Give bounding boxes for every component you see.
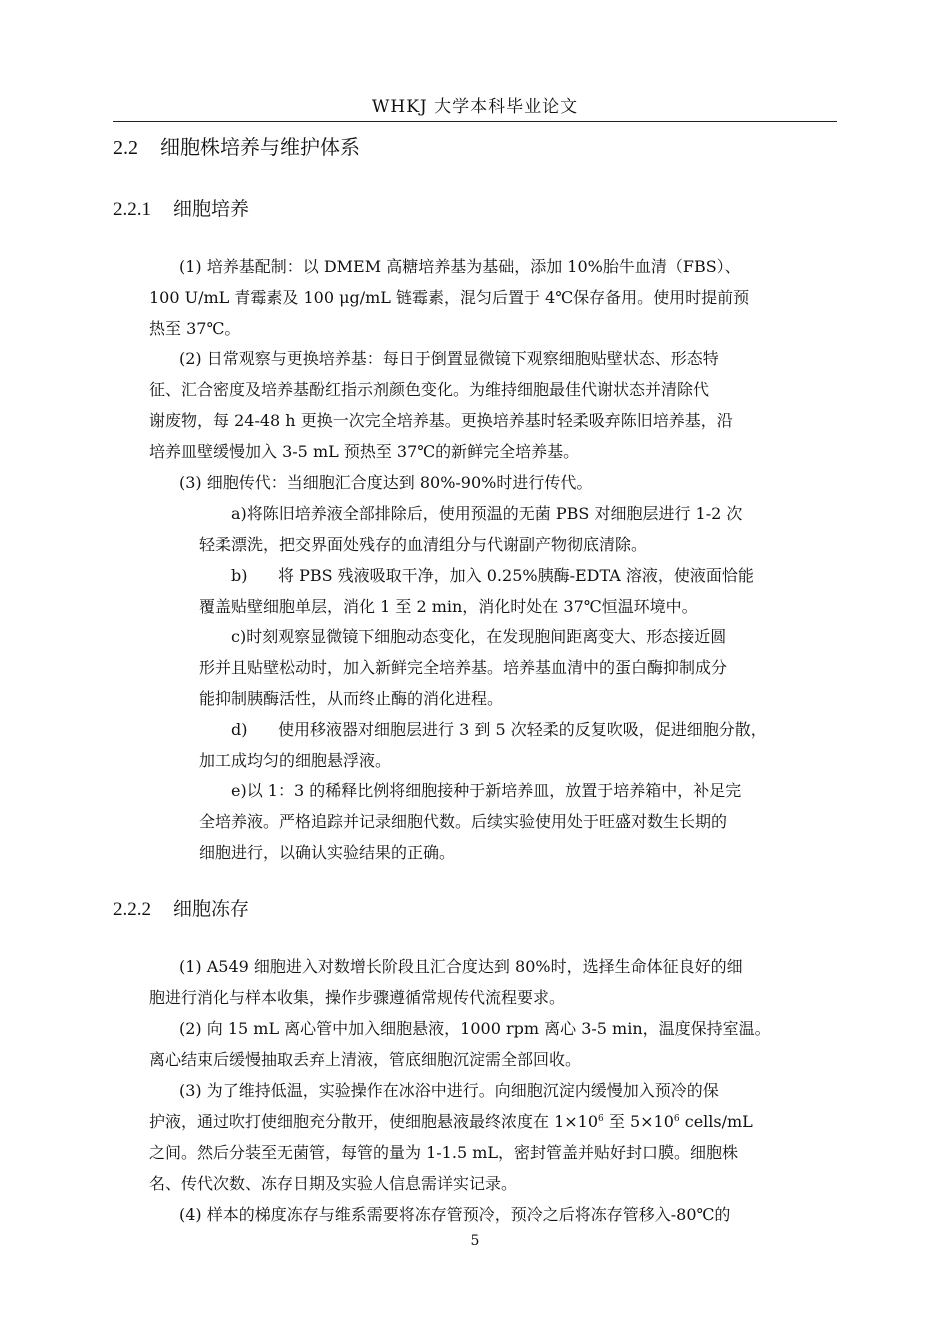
text-line: 轻柔漂洗，把交界面处残存的血清组分与代谢副产物彻底清除。 bbox=[199, 535, 648, 554]
subsection-heading bbox=[113, 895, 249, 924]
text-line: (2) 日常观察与更换培养基：每日于倒置显微镜下观察细胞贴壁状态、形态特 bbox=[179, 349, 719, 368]
text-line: 形并且贴壁松动时，加入新鲜完全培养基。培养基血清中的蛋白酶抑制成分 bbox=[199, 658, 728, 677]
step-b bbox=[199, 560, 844, 622]
subsection-heading bbox=[113, 195, 249, 224]
text-line: 培养皿壁缓慢加入 3-5 mL 预热至 37℃的新鲜完全培养基。 bbox=[149, 442, 580, 461]
step-d bbox=[199, 714, 844, 776]
paragraph-passaging bbox=[149, 467, 839, 498]
paragraph-cell-harvest bbox=[149, 951, 839, 1013]
text-line: 谢废物，每 24-48 h 更换一次完全培养基。更换培养基时轻柔吸弃陈旧培养基，沿 bbox=[149, 411, 733, 430]
text-line: (3) 为了维持低温，实验操作在冰浴中进行。向细胞沉淀内缓慢加入预冷的保 bbox=[179, 1081, 719, 1100]
paragraph-cryoprotectant bbox=[149, 1075, 839, 1199]
text-line: (4) 样本的梯度冻存与维系需要将冻存管预冷，预冷之后将冻存管移入-80℃的 bbox=[179, 1205, 731, 1224]
text-line: 全培养液。严格追踪并记录细胞代数。后续实验使用处于旺盛对数生长期的 bbox=[199, 812, 728, 831]
text-line: 细胞进行，以确认实验结果的正确。 bbox=[199, 843, 456, 862]
subsection-title: 细胞培养 bbox=[173, 198, 250, 220]
text-line: b) 将 PBS 残液吸取干净，加入 0.25%胰酶-EDTA 溶液，使液面恰能 bbox=[231, 566, 754, 585]
text-line-with-superscripts bbox=[149, 1106, 839, 1137]
text-line: e)以 1：3 的稀释比例将细胞接种于新培养皿，放置于培养箱中，补足完 bbox=[231, 781, 742, 800]
superscript-exponent: 6 bbox=[673, 1114, 680, 1124]
text-line: 征、汇合密度及培养基酚红指示剂颜色变化。为维持细胞最佳代谢状态并清除代 bbox=[149, 380, 710, 399]
text-line: 覆盖贴壁细胞单层，消化 1 至 2 min，消化时处在 37℃恒温环境中。 bbox=[199, 597, 698, 616]
text-segment: cells/mL bbox=[679, 1112, 753, 1131]
text-line: 热至 37℃。 bbox=[149, 319, 241, 338]
page-number: 5 bbox=[470, 1233, 480, 1249]
section-number: 2.2 bbox=[113, 137, 138, 159]
text-segment: 护液，通过吹打使细胞充分散开，使细胞悬液最终浓度在 1×10 bbox=[149, 1112, 599, 1131]
section-heading bbox=[113, 133, 360, 162]
text-line: (3) 细胞传代：当细胞汇合度达到 80%-90%时进行传代。 bbox=[179, 473, 593, 492]
text-line: (2) 向 15 mL 离心管中加入细胞悬液，1000 rpm 离心 3-5 min，温度保持室温。 bbox=[179, 1019, 771, 1038]
text-line: 能抑制胰酶活性，从而终止酶的消化进程。 bbox=[199, 689, 504, 708]
step-a bbox=[199, 498, 844, 560]
paragraph-medium-preparation bbox=[149, 251, 839, 344]
section-title: 细胞株培养与维护体系 bbox=[160, 135, 360, 159]
text-line: c)时刻观察显微镜下细胞动态变化，在发现胞间距离变大、形态接近圆 bbox=[231, 627, 727, 646]
subsection-number: 2.2.2 bbox=[113, 899, 151, 920]
header-divider bbox=[113, 121, 837, 122]
step-e bbox=[199, 775, 844, 868]
text-line: 100 U/mL 青霉素及 100 μg/mL 链霉素，混匀后置于 4℃保存备用。使用时提前预 bbox=[149, 288, 750, 307]
text-line: 名、传代次数、冻存日期及实验人信息需详实记录。 bbox=[149, 1174, 518, 1193]
text-line: 胞进行消化与样本收集，操作步骤遵循常规传代流程要求。 bbox=[149, 988, 566, 1007]
paragraph-centrifuge bbox=[149, 1013, 839, 1075]
subsection-number: 2.2.1 bbox=[113, 199, 151, 220]
text-line: 离心结束后缓慢抽取丢弃上清液，管底细胞沉淀需全部回收。 bbox=[149, 1050, 582, 1069]
text-line: 之间。然后分装至无菌管，每管的量为 1-1.5 mL，密封管盖并贴好封口膜。细胞株 bbox=[149, 1143, 739, 1162]
paragraph-gradient-freezing bbox=[149, 1199, 839, 1230]
superscript-exponent: 6 bbox=[598, 1114, 604, 1124]
paragraph-daily-observation bbox=[149, 343, 839, 467]
text-line: (1) A549 细胞进入对数增长阶段且汇合度达到 80%时，选择生命体征良好的细 bbox=[179, 957, 743, 976]
text-line: a)将陈旧培养液全部排除后，使用预温的无菌 PBS 对细胞层进行 1-2 次 bbox=[231, 504, 743, 523]
running-header: WHKJ 大学本科毕业论文 bbox=[371, 97, 579, 117]
text-line: 加工成均匀的细胞悬浮液。 bbox=[199, 751, 392, 770]
text-line: (1) 培养基配制：以 DMEM 高糖培养基为基础，添加 10%胎牛血清（FBS）、 bbox=[179, 257, 741, 276]
subsection-title: 细胞冻存 bbox=[173, 898, 250, 920]
text-segment: 至 5×10 bbox=[603, 1112, 674, 1131]
text-line: d) 使用移液器对细胞层进行 3 到 5 次轻柔的反复吹吸，促进细胞分散， bbox=[231, 720, 767, 739]
step-c bbox=[199, 621, 844, 714]
